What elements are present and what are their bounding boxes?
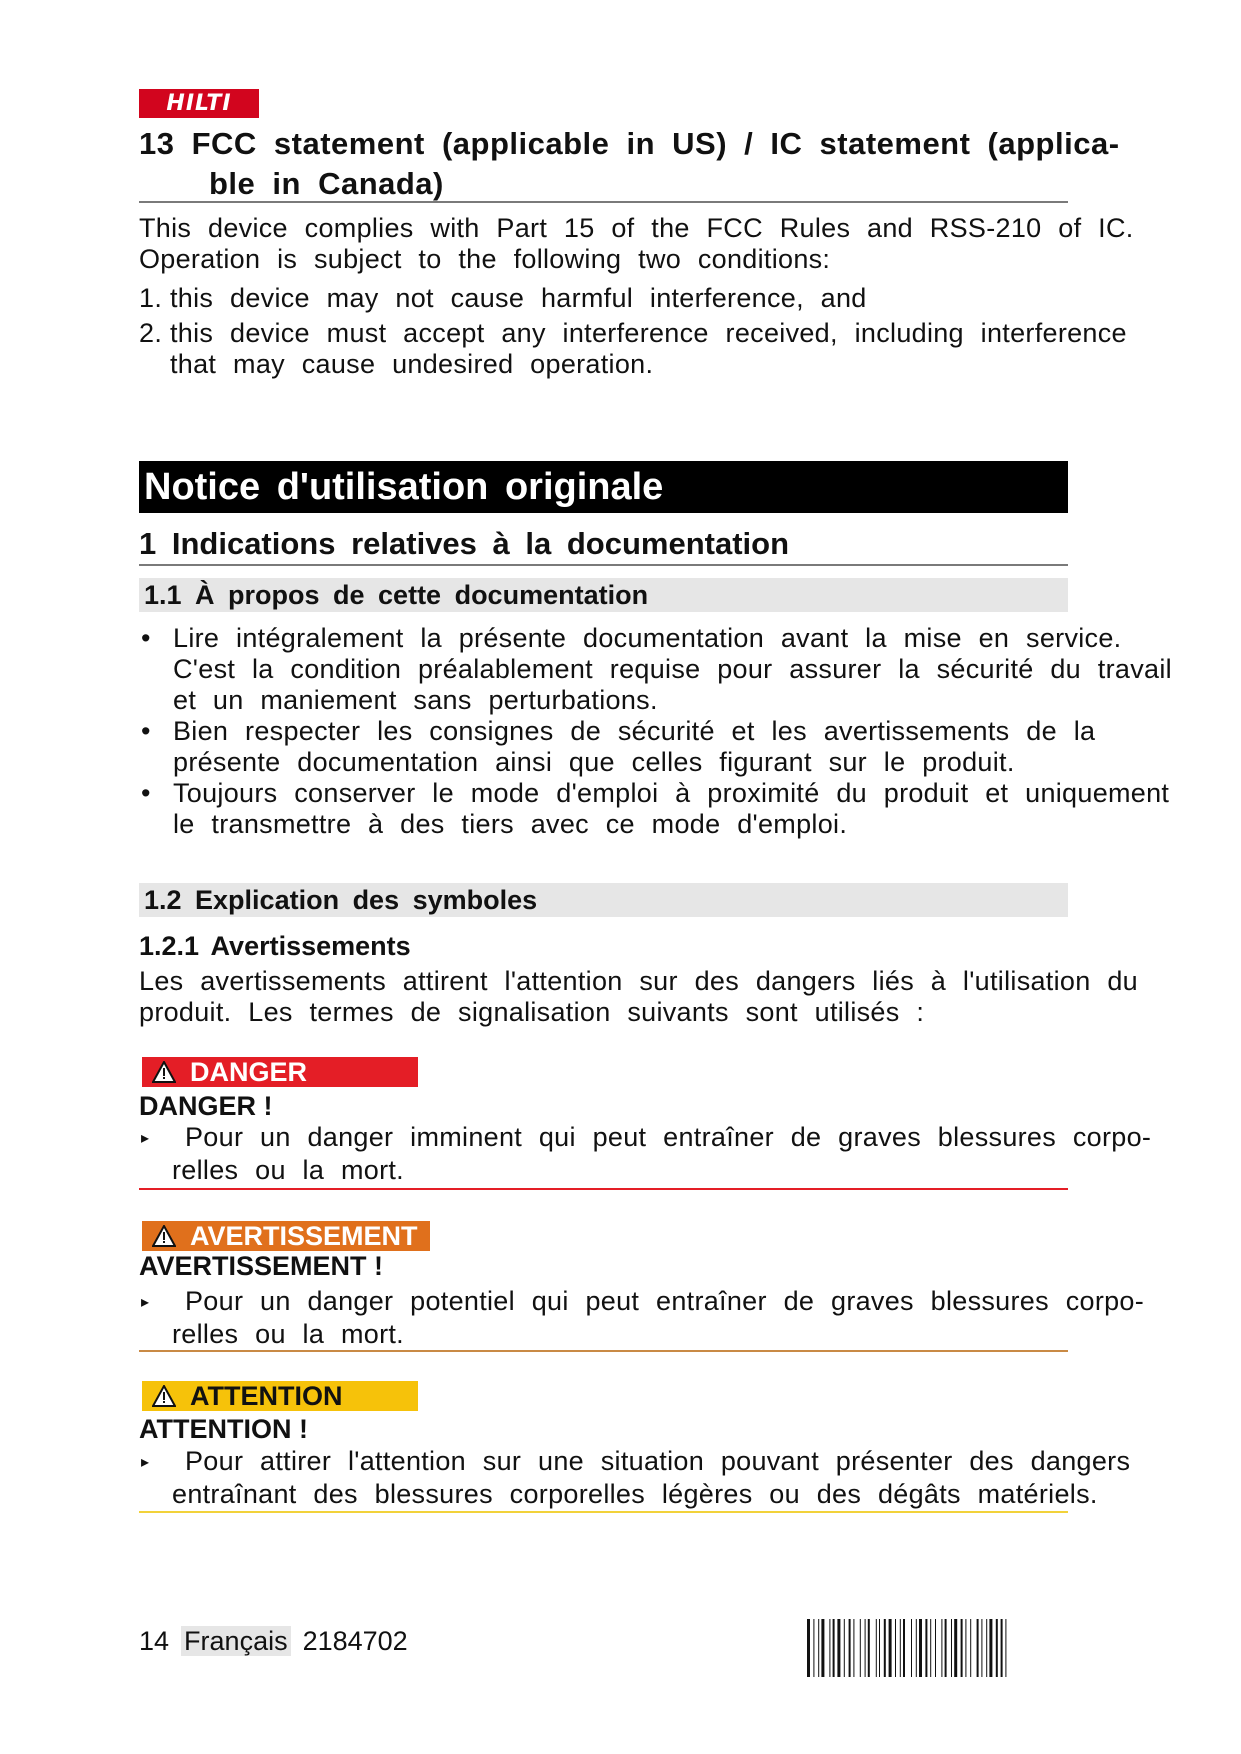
warning-triangle-icon <box>152 1385 176 1407</box>
bullet-line: et un maniement sans perturbations. <box>173 685 658 715</box>
avertissement-rule <box>139 1350 1068 1352</box>
danger-description <box>141 1121 1181 1187</box>
barcode-bar <box>986 1619 987 1677</box>
fcc-conditions <box>139 283 1149 380</box>
bullet-line: présente documentation ainsi que celles figurant sur le produit. <box>173 747 1015 777</box>
subsection-1-2-heading: 1.2 Explication des symboles <box>139 883 1068 917</box>
attention-badge-label: ATTENTION <box>190 1381 343 1411</box>
fcc-intro-line1: This device complies with Part 15 of the FCC Rules and RSS-210 of IC. <box>139 213 1134 243</box>
doc-bullets <box>141 623 1201 840</box>
barcode-bar <box>970 1619 971 1677</box>
list-number: 1. <box>139 283 163 313</box>
arrow-bullet-icon: ▸ <box>141 1130 150 1147</box>
list-item <box>139 318 1149 380</box>
danger-rule <box>139 1188 1068 1190</box>
bullet-line: Toujours conserver le mode d'emploi à proximité du produit et uniquement <box>173 778 1170 808</box>
attention-desc-line1: Pour attirer l'attention sur une situation pouvant présenter des dangers <box>185 1446 1131 1476</box>
barcode-bar <box>916 1619 917 1677</box>
bullet-line: le transmettre à des tiers avec ce mode d'emploi. <box>173 809 848 839</box>
barcode-bar <box>876 1619 877 1677</box>
danger-badge <box>142 1057 418 1087</box>
bullet-line: C'est la condition préalablement requise pour assurer la sécurité du travail <box>173 654 1172 684</box>
barcode-bar <box>951 1619 952 1677</box>
list-number: 2. <box>139 318 163 348</box>
list-item <box>139 283 1149 314</box>
notice-title-bar: Notice d'utilisation originale <box>139 461 1068 513</box>
bullet-line: Bien respecter les consignes de sécurité et les avertissements de la <box>173 716 1096 746</box>
barcode-bar <box>935 1619 936 1677</box>
barcode-bar <box>954 1619 957 1677</box>
barcode-bar <box>833 1619 835 1677</box>
avertissement-badge-label: AVERTISSEMENT <box>190 1221 418 1251</box>
barcode-bar <box>868 1619 870 1677</box>
fcc-heading-line1: 13 FCC statement (applicable in US) / IC statement (applica- <box>139 126 1120 161</box>
avertissement-signal-word: AVERTISSEMENT ! <box>139 1251 384 1281</box>
barcode-bar <box>977 1619 979 1677</box>
fcc-heading-line2: ble in Canada) <box>209 166 444 201</box>
barcode-bar <box>829 1619 830 1677</box>
barcode-bar <box>941 1619 942 1677</box>
warnings-intro <box>139 966 1149 1028</box>
bullet-line: Lire intégralement la présente documentation avant la mise en service. <box>173 623 1122 653</box>
barcode-bar <box>807 1619 810 1677</box>
list-text: this device must accept any interference received, including interference <box>170 318 1127 348</box>
attention-desc-line2: entraînant des blessures corporelles légères ou des dégâts matériels. <box>172 1479 1098 1509</box>
barcode-bar <box>849 1619 851 1677</box>
barcode <box>807 1619 1066 1677</box>
bullet-item <box>141 716 1201 778</box>
barcode-bar <box>996 1619 998 1677</box>
document-code: 2184702 <box>302 1626 408 1656</box>
barcode-bar <box>1001 1619 1003 1677</box>
arrow-bullet-icon: ▸ <box>141 1294 150 1311</box>
barcode-bar <box>945 1619 947 1677</box>
attention-rule <box>139 1511 1068 1513</box>
barcode-bar <box>853 1619 854 1677</box>
arrow-bullet-icon: ▸ <box>141 1454 150 1471</box>
avertissement-description <box>141 1285 1181 1351</box>
barcode-bar <box>961 1619 963 1677</box>
barcode-bar <box>813 1619 814 1677</box>
barcode-bar <box>837 1619 840 1677</box>
bullet-dot: • <box>141 623 151 653</box>
bullet-dot: • <box>141 778 151 808</box>
bullet-item <box>141 623 1201 716</box>
barcode-bar <box>879 1619 880 1677</box>
attention-signal-word: ATTENTION ! <box>139 1414 308 1444</box>
barcode-bar <box>965 1619 966 1677</box>
language-label: Français <box>181 1626 291 1656</box>
fcc-section-heading <box>139 124 1129 204</box>
page-number: 14 <box>139 1626 170 1656</box>
barcode-bar <box>1005 1619 1006 1677</box>
attention-description <box>141 1445 1181 1511</box>
barcode-bar <box>895 1619 896 1677</box>
barcode-bar <box>821 1619 824 1677</box>
attention-badge <box>142 1381 418 1411</box>
subsection-1-1-heading: 1.1 À propos de cette documentation <box>139 578 1068 612</box>
warning-triangle-icon <box>152 1225 176 1247</box>
warnings-intro-line2: produit. Les termes de signalisation suivants sont utilisés : <box>139 997 925 1027</box>
avertissement-badge <box>142 1221 430 1251</box>
barcode-bar <box>865 1619 866 1677</box>
page-footer <box>139 1624 408 1658</box>
fcc-intro <box>139 213 1149 275</box>
barcode-bar <box>989 1619 992 1677</box>
barcode-bar <box>818 1619 819 1677</box>
avertissement-desc-line2: relles ou la mort. <box>172 1319 404 1349</box>
danger-desc-line2: relles ou la mort. <box>172 1155 404 1185</box>
barcode-bar <box>919 1619 922 1677</box>
fcc-intro-line2: Operation is subject to the following two conditions: <box>139 244 831 274</box>
barcode-bar <box>844 1619 845 1677</box>
barcode-bar <box>930 1619 931 1677</box>
barcode-bar <box>925 1619 927 1677</box>
bullet-item <box>141 778 1201 840</box>
subsection-1-2-1-heading: 1.2.1 Avertissements <box>139 931 411 961</box>
heading-rule <box>139 201 1068 203</box>
avertissement-desc-line1: Pour un danger potentiel qui peut entraîner de graves blessures corpo- <box>185 1286 1145 1316</box>
section1-heading: 1 Indications relatives à la documentation <box>139 526 790 561</box>
barcode-bar <box>889 1619 892 1677</box>
barcode-bar <box>884 1619 886 1677</box>
danger-badge-label: DANGER <box>190 1057 308 1087</box>
danger-desc-line1: Pour un danger imminent qui peut entraîner de graves blessures corpo- <box>185 1122 1152 1152</box>
barcode-bar <box>903 1619 905 1677</box>
heading-rule <box>139 564 1068 566</box>
bullet-dot: • <box>141 716 151 746</box>
warning-triangle-icon <box>152 1061 176 1083</box>
warnings-intro-line1: Les avertissements attirent l'attention sur des dangers liés à l'utilisation du <box>139 966 1138 996</box>
danger-signal-word: DANGER ! <box>139 1091 273 1121</box>
barcode-bar <box>911 1619 912 1677</box>
list-text: this device may not cause harmful interference, and <box>170 283 867 313</box>
barcode-bar <box>860 1619 861 1677</box>
barcode-bar <box>981 1619 982 1677</box>
hilti-logo: HILTI <box>139 89 259 118</box>
list-text-cont: that may cause undesired operation. <box>170 349 654 379</box>
barcode-bar <box>900 1619 901 1677</box>
